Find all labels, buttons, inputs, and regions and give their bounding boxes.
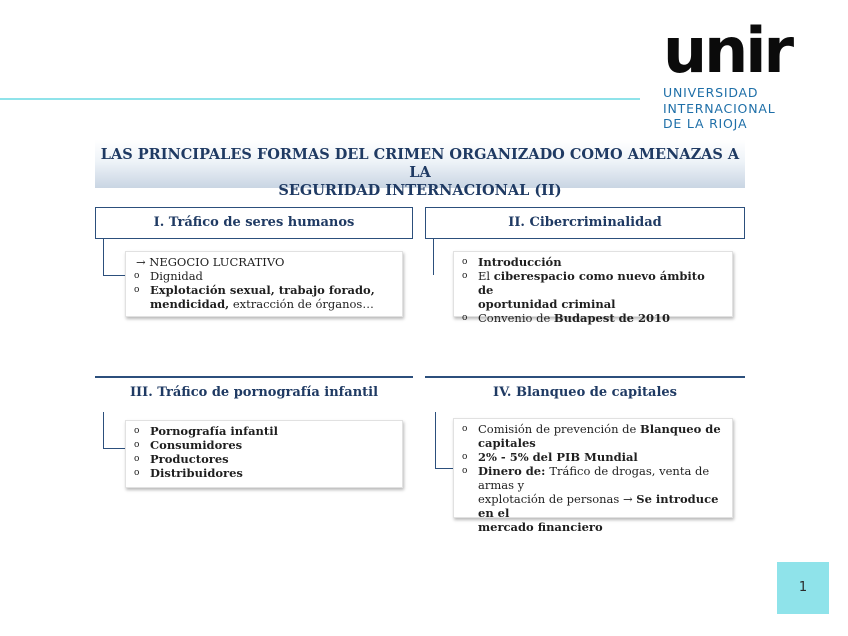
list-item bbox=[134, 424, 394, 438]
list-item-text: Distribuidores bbox=[150, 466, 243, 480]
logo-subtitle-1: UNIVERSIDAD bbox=[663, 85, 759, 100]
circle-bullet-icon: o bbox=[134, 440, 140, 450]
circle-bullet-icon: o bbox=[134, 468, 140, 478]
circle-bullet-icon: o bbox=[134, 426, 140, 436]
page-number: 1 bbox=[777, 562, 829, 614]
circle-bullet-icon: o bbox=[462, 424, 468, 434]
section-content-cibercriminalidad bbox=[453, 251, 733, 325]
list-item bbox=[462, 269, 724, 311]
list-item bbox=[462, 422, 724, 450]
header-divider-line bbox=[0, 98, 640, 100]
list-item-text-bold: Dinero de: bbox=[478, 464, 550, 478]
list-item-text: Introducción bbox=[478, 255, 562, 269]
list-item-text-bold: mercado financiero bbox=[478, 520, 603, 534]
list-item-text: Pornografía infantil bbox=[150, 424, 278, 438]
section-header-blanqueo-capitales: IV. Blanqueo de capitales bbox=[425, 376, 745, 406]
logo-subtitle-3: DE LA RIOJA bbox=[663, 116, 748, 131]
list-item bbox=[134, 438, 394, 452]
circle-bullet-icon: o bbox=[462, 313, 468, 323]
circle-bullet-icon: o bbox=[462, 452, 468, 462]
circle-bullet-icon: o bbox=[462, 466, 468, 476]
circle-bullet-icon: o bbox=[134, 271, 140, 281]
list-item-text: explotación de personas → bbox=[478, 492, 637, 506]
list-item-text-bold: capitales bbox=[478, 436, 536, 450]
list-item bbox=[134, 466, 394, 480]
list-item-text-bold: Se introduce en el bbox=[478, 492, 719, 520]
circle-bullet-icon: o bbox=[462, 271, 468, 281]
section-connector bbox=[103, 239, 126, 276]
section-header-pornografia-infantil: III. Tráfico de pornografía infantil bbox=[95, 376, 413, 406]
list-item-text-bold: Budapest de 2010 bbox=[553, 311, 671, 325]
section-connector bbox=[433, 239, 454, 275]
list-item bbox=[134, 269, 394, 283]
list-item-text: Dignidad bbox=[150, 269, 203, 283]
list-item bbox=[462, 255, 724, 269]
unir-logo bbox=[663, 14, 833, 131]
list-item-text: El bbox=[478, 269, 494, 283]
list-item-text: extracción de órganos… bbox=[229, 297, 374, 311]
slide-title bbox=[95, 140, 745, 199]
list-item-text-bold: Blanqueo de bbox=[640, 422, 721, 436]
list-item-text: Productores bbox=[150, 452, 229, 466]
section-connector bbox=[103, 412, 126, 449]
list-item bbox=[134, 283, 394, 311]
list-item-text: 2% - 5% del PIB Mundial bbox=[478, 450, 638, 464]
slide-title-line-1: LAS PRINCIPALES FORMAS DEL CRIMEN ORGANIZADO COMO AMENAZAS A LA bbox=[100, 146, 740, 181]
section-connector bbox=[435, 412, 454, 469]
list-item-text: Explotación sexual, trabajo forado, bbox=[150, 283, 375, 297]
circle-bullet-icon: o bbox=[134, 454, 140, 464]
circle-bullet-icon: o bbox=[462, 257, 468, 267]
list-item bbox=[462, 464, 724, 534]
list-item-text-bold: mendicidad, bbox=[150, 297, 230, 311]
circle-bullet-icon: o bbox=[134, 285, 140, 295]
section-header-trafico-seres-humanos: I. Tráfico de seres humanos bbox=[95, 207, 413, 239]
list-item-text: Tráfico de drogas, venta de armas y bbox=[478, 464, 710, 492]
section-header-cibercriminalidad: II. Cibercriminalidad bbox=[425, 207, 745, 239]
section-content-trafico-seres-humanos bbox=[125, 251, 403, 317]
list-item bbox=[462, 311, 724, 325]
logo-wordmark: unir bbox=[663, 14, 792, 87]
slide-title-line-2: SEGURIDAD INTERNACIONAL (II) bbox=[278, 182, 562, 199]
logo-subtitle-2: INTERNACIONAL bbox=[663, 100, 776, 116]
list-item-text: Consumidores bbox=[150, 438, 243, 452]
list-item-text-bold: oportunidad criminal bbox=[478, 297, 616, 311]
section-content-pornografia-infantil bbox=[125, 420, 403, 488]
section-content-blanqueo-capitales bbox=[453, 418, 733, 534]
list-item-text-bold: ciberespacio como nuevo ámbito de bbox=[478, 269, 705, 297]
list-item bbox=[462, 450, 724, 464]
list-item-text: Convenio de bbox=[478, 311, 554, 325]
list-item-text: Comisión de prevención de bbox=[478, 422, 640, 436]
list-item bbox=[134, 452, 394, 466]
lead-text-negocio: → NEGOCIO LUCRATIVO bbox=[136, 255, 285, 269]
